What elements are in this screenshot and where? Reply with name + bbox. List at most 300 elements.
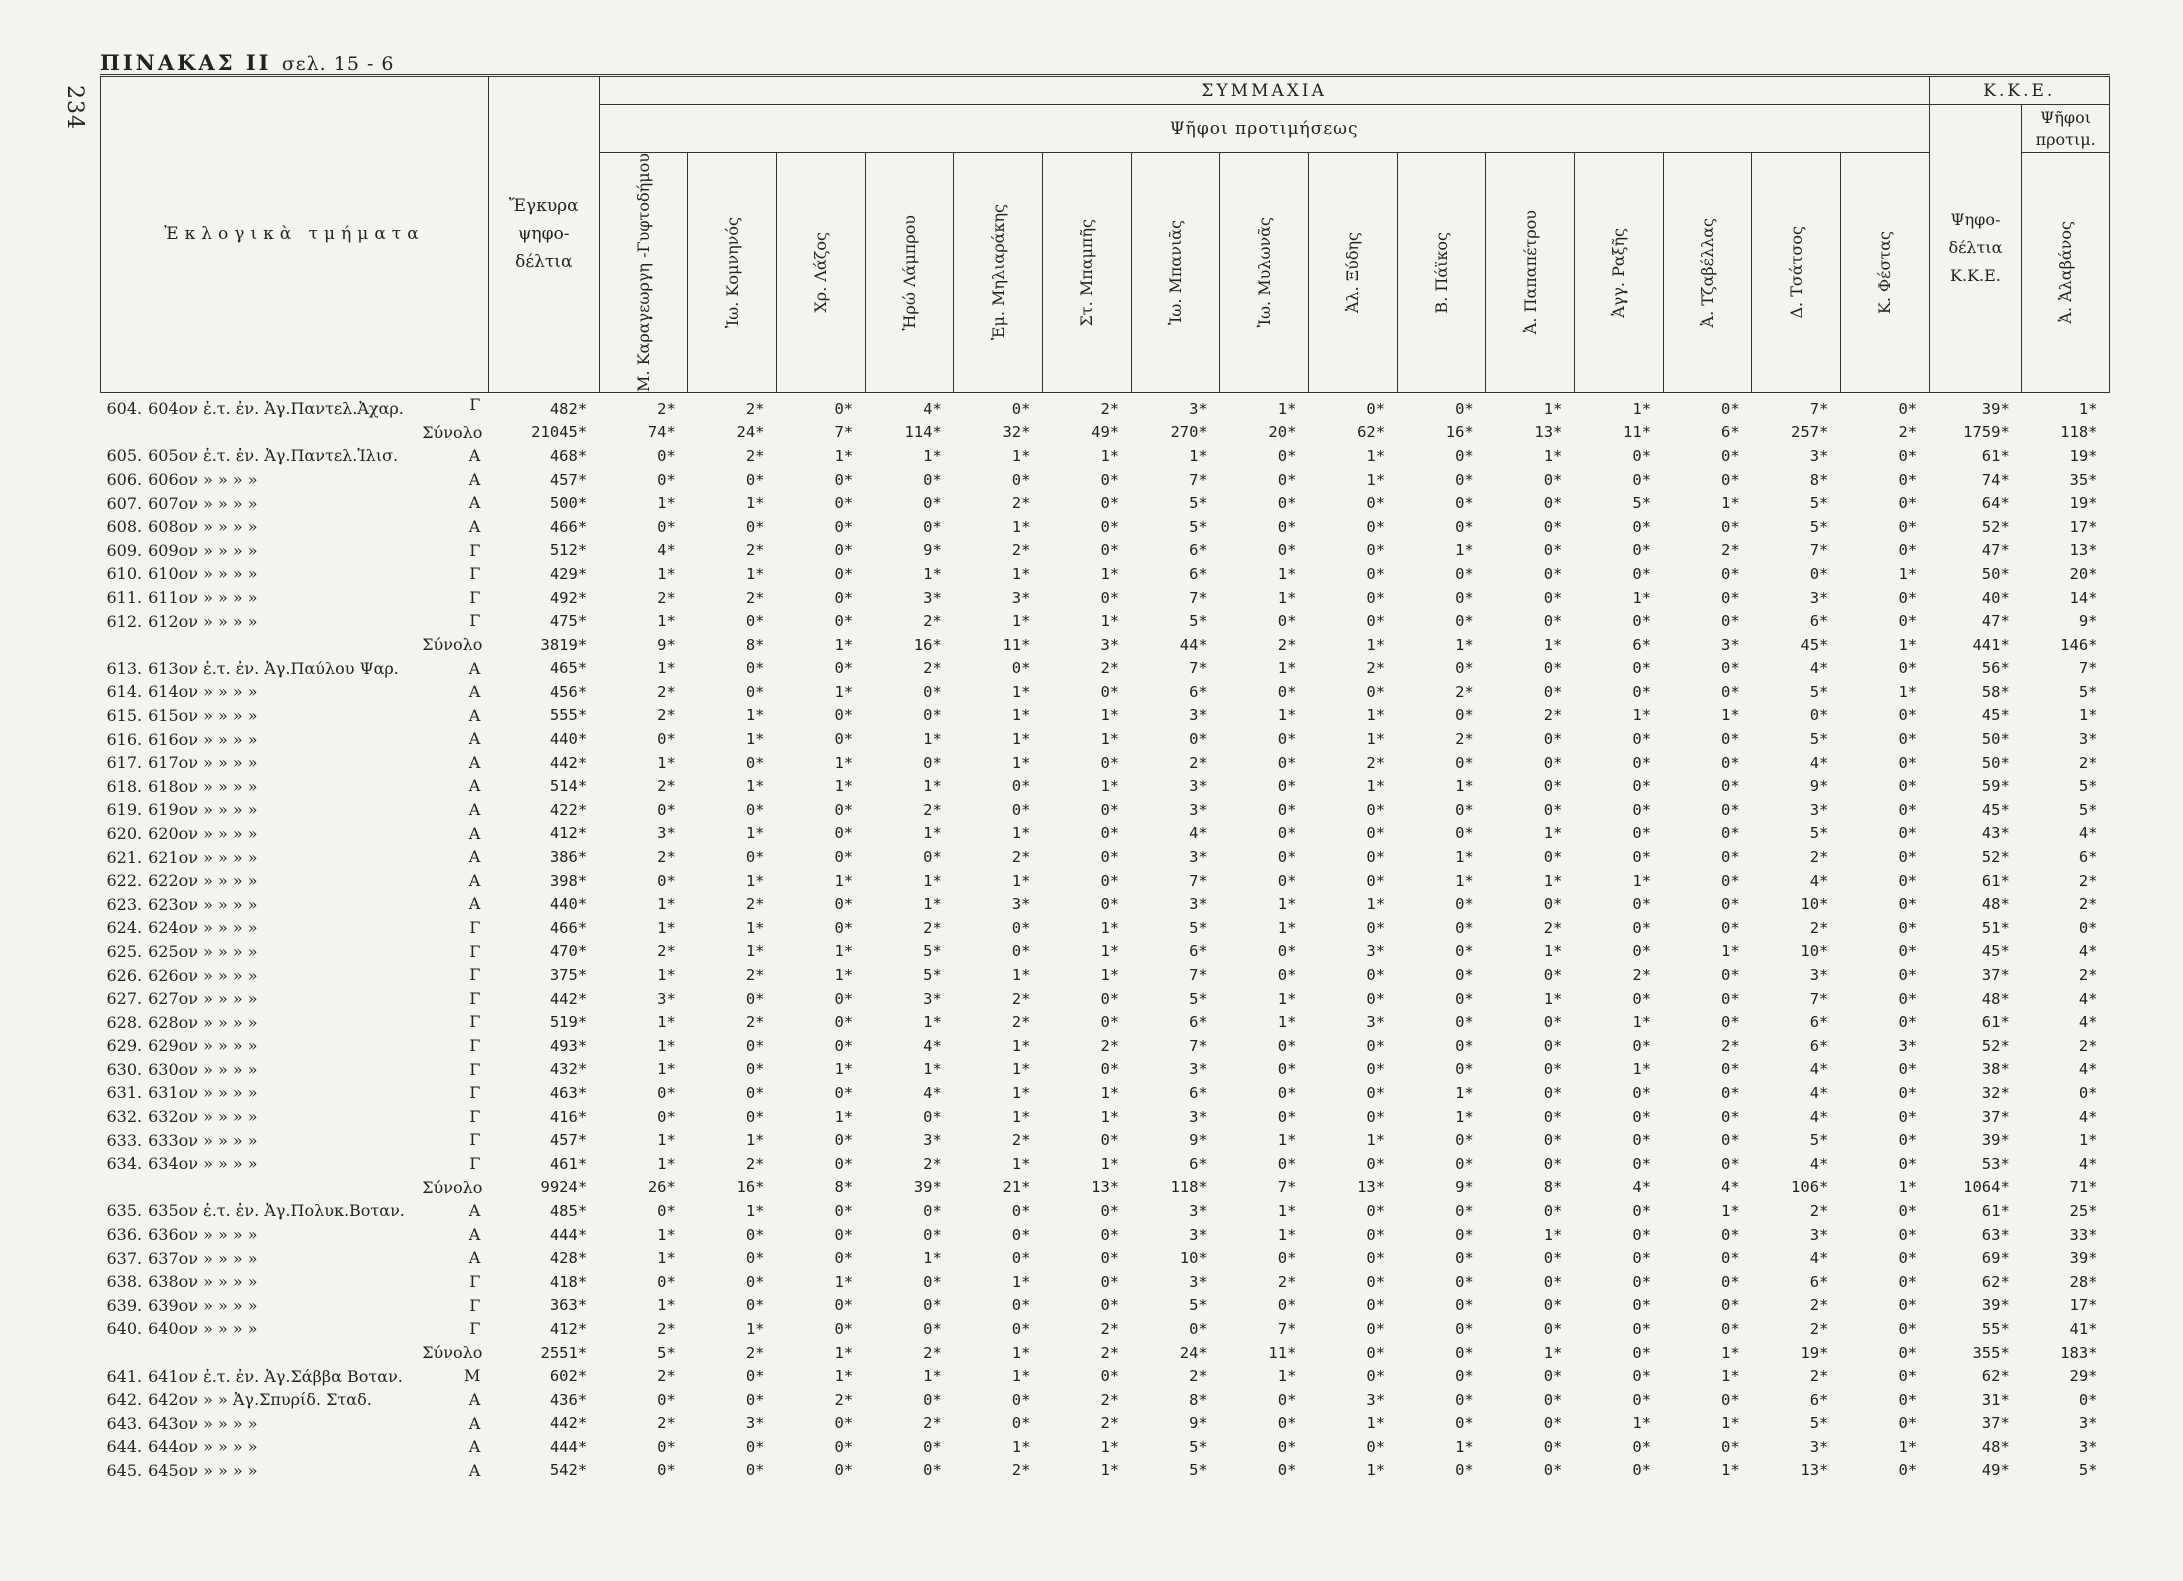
section-id: 623. — [106, 894, 143, 914]
preference-votes-cell: 0* — [657, 730, 676, 749]
preference-votes-cell: 7* — [1189, 588, 1208, 607]
preference-votes-cell: 1* — [834, 1272, 854, 1291]
valid-ballots-cell: 555* — [549, 706, 588, 725]
preference-votes-cell: 0* — [1455, 1036, 1474, 1055]
preference-votes-cell: 0* — [1898, 1201, 1918, 1220]
preference-votes-cell: 1* — [1455, 1083, 1474, 1102]
section-id: 614. — [106, 682, 143, 702]
preference-votes-cell: 0* — [834, 1461, 854, 1480]
preference-votes-cell: 0* — [1721, 753, 1740, 772]
section-name: 621ον » » » » — [148, 847, 258, 867]
kke-ballots-cell: 47* — [1981, 541, 2010, 560]
preference-votes-cell: 0* — [1455, 659, 1474, 678]
preference-votes-cell: 39* — [913, 1178, 942, 1197]
preference-votes-cell: 0* — [1898, 517, 1918, 536]
valid-label-line-3: δέλτια — [515, 252, 573, 273]
preference-votes-cell: 1* — [1100, 1437, 1120, 1456]
table-row — [101, 657, 2110, 681]
preference-votes-cell: 3* — [1189, 895, 1208, 914]
preference-votes-cell: 0* — [1898, 1414, 1918, 1433]
kke-pref-cell: 9* — [2078, 612, 2098, 631]
preference-votes-cell: 0* — [1366, 1036, 1386, 1055]
preference-votes-cell: 1* — [1277, 399, 1297, 418]
preference-votes-cell: 2* — [923, 1414, 942, 1433]
preference-votes-cell: 5* — [1189, 918, 1208, 937]
section-name: 645ον » » » » — [148, 1460, 258, 1480]
preference-votes-cell: 2* — [1100, 1319, 1120, 1338]
preference-votes-cell: 2* — [1277, 635, 1297, 654]
kke-ballots-cell: 59* — [1981, 777, 2010, 796]
valid-ballots-cell: 412* — [549, 1319, 588, 1338]
table-row — [101, 704, 2110, 728]
kke-ballots-cell: 61* — [1981, 1013, 2010, 1032]
section-id: 639. — [106, 1295, 143, 1315]
preference-votes-cell: 7* — [834, 423, 854, 442]
preference-votes-cell: 5* — [1809, 682, 1829, 701]
preference-votes-cell: 0* — [1100, 1131, 1120, 1150]
preference-votes-cell: 0* — [1011, 1249, 1031, 1268]
preference-votes-cell: 0* — [1721, 659, 1740, 678]
preference-votes-cell: 0* — [1100, 989, 1120, 1008]
preference-votes-cell: 1* — [1277, 895, 1297, 914]
table-row — [101, 586, 2110, 610]
preference-votes-cell: 0* — [1543, 753, 1563, 772]
preference-votes-cell: 1* — [1100, 918, 1120, 937]
kke-ballots-cell: 45* — [1981, 800, 2010, 819]
preference-votes-cell: 8* — [1543, 1178, 1563, 1197]
preference-votes-cell: 0* — [1632, 895, 1652, 914]
section-id: 629. — [106, 1036, 143, 1056]
preference-votes-cell: 0* — [834, 1296, 854, 1315]
preference-votes-cell: 1* — [1455, 1107, 1474, 1126]
preference-votes-cell: 0* — [834, 1201, 854, 1220]
preference-votes-cell: 20* — [1268, 423, 1297, 442]
section-id: 634. — [106, 1154, 143, 1174]
kke-ballots-cell: 43* — [1981, 824, 2010, 843]
preference-votes-cell: 0* — [923, 1201, 942, 1220]
preference-votes-cell: 1* — [923, 564, 942, 583]
preference-votes-cell: 0* — [1543, 777, 1563, 796]
valid-ballots-cell: 482* — [549, 399, 588, 418]
preference-votes-cell: 0* — [1366, 1296, 1386, 1315]
preference-votes-cell: 4* — [923, 1083, 942, 1102]
section-id: 617. — [106, 753, 143, 773]
table-title: ΠΙΝΑΚΑΣ ΙΙ — [100, 50, 272, 75]
section-cell — [101, 845, 489, 869]
kke-ballots-cell: 48* — [1981, 1437, 2010, 1456]
kke-ballots-cell: 56* — [1981, 659, 2010, 678]
section-zone: Γ — [469, 1153, 481, 1173]
preference-votes-cell: 1* — [1100, 706, 1120, 725]
preference-votes-cell: 3* — [1189, 706, 1208, 725]
preference-votes-cell: 0* — [1721, 399, 1740, 418]
preference-votes-cell: 1* — [1011, 1343, 1031, 1362]
section-name: 619ον » » » » — [148, 800, 258, 820]
section-cell — [101, 657, 489, 681]
preference-votes-cell: 0* — [1721, 1272, 1740, 1291]
table-row — [101, 798, 2110, 822]
section-zone: Γ — [469, 965, 481, 985]
preference-votes-cell: 13* — [1534, 423, 1563, 442]
section-zone: Γ — [469, 1271, 481, 1291]
section-name: 605ον ἐ.τ. ἐν. Ἀγ.Παντελ.Ἰλισ. — [148, 446, 399, 466]
header-kke: Κ.Κ.Ε. — [1929, 76, 2109, 105]
table-row — [101, 1270, 2110, 1294]
table-row — [101, 751, 2110, 775]
preference-votes-cell: 0* — [1366, 541, 1386, 560]
preference-votes-cell: 0* — [1898, 399, 1918, 418]
preference-votes-cell: 0* — [1898, 541, 1918, 560]
table-row — [101, 1034, 2110, 1058]
kke-ballots-cell: 69* — [1981, 1249, 2010, 1268]
section-id: 635. — [106, 1201, 143, 1221]
preference-votes-cell: 8* — [745, 635, 765, 654]
kke-ballots-line-3: Κ.Κ.Ε. — [1950, 266, 2001, 286]
preference-votes-cell: 0* — [1898, 824, 1918, 843]
preference-votes-cell: 1* — [745, 1131, 765, 1150]
preference-votes-cell: 0* — [1100, 1249, 1120, 1268]
preference-votes-cell: 0* — [1366, 966, 1386, 985]
preference-votes-cell: 1* — [1543, 1225, 1563, 1244]
preference-votes-cell: 0* — [1543, 494, 1563, 513]
kke-ballots-cell: 53* — [1981, 1154, 2010, 1173]
preference-votes-cell: 1* — [657, 966, 676, 985]
valid-ballots-cell: 363* — [549, 1296, 588, 1315]
preference-votes-cell: 0* — [1898, 966, 1918, 985]
preference-votes-cell: 3* — [923, 1131, 942, 1150]
kke-ballots-cell: 58* — [1981, 682, 2010, 701]
preference-votes-cell: 0* — [1632, 1083, 1652, 1102]
preference-votes-cell: 1* — [923, 871, 942, 890]
preference-votes-cell: 1* — [923, 1060, 942, 1079]
preference-votes-cell: 1* — [1100, 1461, 1120, 1480]
total-row — [101, 1176, 2110, 1200]
table-row — [101, 1459, 2110, 1483]
kke-ballots-cell: 61* — [1981, 446, 2010, 465]
preference-votes-cell: 2* — [657, 1414, 676, 1433]
preference-votes-cell: 0* — [1011, 1414, 1031, 1433]
header-candidate — [1486, 153, 1575, 393]
preference-votes-cell: 0* — [1455, 399, 1474, 418]
preference-votes-cell: 0* — [1898, 848, 1918, 867]
kke-ballots-cell: 48* — [1981, 895, 2010, 914]
candidate-name: Ἰω. Μπανιᾶς — [1165, 219, 1185, 325]
section-cell — [101, 1412, 489, 1436]
valid-ballots-cell: 444* — [549, 1225, 588, 1244]
preference-votes-cell: 1* — [834, 635, 854, 654]
table-row — [101, 1364, 2110, 1388]
preference-votes-cell: 0* — [1277, 494, 1297, 513]
section-zone: Α — [468, 682, 481, 702]
preference-votes-cell: 0* — [1455, 470, 1474, 489]
preference-votes-cell: 1* — [657, 1249, 676, 1268]
valid-label-line-2: ψηφο- — [518, 224, 570, 245]
section-cell — [101, 916, 489, 940]
section-zone: Γ — [469, 1059, 481, 1079]
preference-votes-cell: 0* — [1632, 848, 1652, 867]
section-cell — [101, 1388, 489, 1412]
preference-votes-cell: 2* — [1011, 541, 1031, 560]
section-cell — [101, 680, 489, 704]
preference-votes-cell: 1* — [1721, 1343, 1740, 1362]
kke-pref-cell: 4* — [2078, 824, 2098, 843]
section-id: 644. — [106, 1437, 143, 1457]
preference-votes-cell: 3* — [923, 588, 942, 607]
preference-votes-cell: 2* — [1455, 682, 1474, 701]
preference-votes-cell: 0* — [1721, 517, 1740, 536]
preference-votes-cell: 1* — [1366, 1461, 1386, 1480]
preference-votes-cell: 19* — [1800, 1343, 1829, 1362]
kke-candidate-name: Ἀ. Ἀλαβάνος — [2056, 221, 2076, 324]
table-row — [101, 680, 2110, 704]
section-zone: Γ — [469, 1319, 481, 1339]
total-row — [101, 421, 2110, 445]
preference-votes-cell: 0* — [1277, 1083, 1297, 1102]
section-zone: Α — [468, 1224, 481, 1244]
preference-votes-cell: 0* — [745, 989, 765, 1008]
preference-votes-cell: 1* — [1366, 730, 1386, 749]
preference-votes-cell: 0* — [1543, 1296, 1563, 1315]
section-id: 638. — [106, 1272, 143, 1292]
section-zone: Α — [468, 1201, 481, 1221]
valid-ballots-cell: 375* — [549, 966, 588, 985]
preference-votes-cell: 4* — [1809, 659, 1829, 678]
preference-votes-cell: 0* — [1721, 848, 1740, 867]
preference-votes-cell: 26* — [647, 1178, 676, 1197]
section-cell — [101, 421, 489, 445]
preference-votes-cell: 0* — [1632, 517, 1652, 536]
section-cell — [101, 774, 489, 798]
section-cell — [101, 1294, 489, 1318]
valid-ballots-cell: 485* — [549, 1201, 588, 1220]
section-id: 615. — [106, 705, 143, 725]
total-label: Σύνολο — [422, 635, 483, 655]
preference-votes-cell: 1* — [1100, 1154, 1120, 1173]
preference-votes-cell: 0* — [1543, 1036, 1563, 1055]
preference-votes-cell: 0* — [745, 1272, 765, 1291]
preference-votes-cell: 1* — [657, 1154, 676, 1173]
preference-votes-cell: 0* — [1721, 1131, 1740, 1150]
preference-votes-cell: 1* — [923, 1013, 942, 1032]
preference-votes-cell: 0* — [1898, 612, 1918, 631]
section-zone: Α — [468, 1248, 481, 1268]
preference-votes-cell: 6* — [1809, 1013, 1829, 1032]
preference-votes-cell: 0* — [1721, 824, 1740, 843]
preference-votes-cell: 0* — [834, 1249, 854, 1268]
valid-ballots-cell: 466* — [549, 918, 588, 937]
preference-votes-cell: 1* — [1011, 564, 1031, 583]
preference-votes-cell: 0* — [1100, 800, 1120, 819]
kke-pref-cell: 4* — [2078, 1013, 2098, 1032]
preference-votes-cell: 0* — [1455, 1154, 1474, 1173]
table-pages: σελ. 15 - 6 — [281, 53, 395, 75]
preference-votes-cell: 0* — [657, 446, 676, 465]
header-candidate — [1220, 153, 1309, 393]
preference-votes-cell: 1* — [745, 564, 765, 583]
preference-votes-cell: 5* — [923, 942, 942, 961]
section-cell — [101, 869, 489, 893]
preference-votes-cell: 0* — [1543, 564, 1563, 583]
preference-votes-cell: 1* — [1011, 682, 1031, 701]
preference-votes-cell: 2* — [745, 895, 765, 914]
section-name: 618ον » » » » — [148, 776, 258, 796]
table-row — [101, 1081, 2110, 1105]
section-id: 621. — [106, 847, 143, 867]
preference-votes-cell: 1* — [1366, 1414, 1386, 1433]
preference-votes-cell: 0* — [1011, 1201, 1031, 1220]
table-row — [101, 1128, 2110, 1152]
section-cell — [101, 1081, 489, 1105]
preference-votes-cell: 2* — [1189, 1367, 1208, 1386]
preference-votes-cell: 0* — [1366, 682, 1386, 701]
preference-votes-cell: 7* — [1189, 966, 1208, 985]
table-row — [101, 1412, 2110, 1436]
preference-votes-cell: 0* — [1366, 588, 1386, 607]
table-row — [101, 1294, 2110, 1318]
kke-pref-cell: 2* — [2078, 895, 2098, 914]
preference-votes-cell: 0* — [1543, 1083, 1563, 1102]
table-row — [101, 562, 2110, 586]
section-id: 611. — [106, 588, 143, 608]
preference-votes-cell: 0* — [1543, 1249, 1563, 1268]
kke-pref-cell: 29* — [2069, 1367, 2098, 1386]
section-zone: Α — [468, 776, 481, 796]
preference-votes-cell: 45* — [1800, 635, 1829, 654]
preference-votes-cell: 0* — [1455, 824, 1474, 843]
preference-votes-cell: 0* — [1100, 824, 1120, 843]
preference-votes-cell: 1* — [1366, 1131, 1386, 1150]
kke-pref-cell: 28* — [2069, 1272, 2098, 1291]
section-zone: Γ — [469, 1036, 481, 1055]
preference-votes-cell: 16* — [913, 635, 942, 654]
preference-votes-cell: 0* — [1277, 800, 1297, 819]
section-cell — [101, 491, 489, 515]
section-cell — [101, 539, 489, 563]
preference-votes-cell: 8* — [1809, 470, 1829, 489]
preference-votes-cell: 7* — [1277, 1319, 1297, 1338]
preference-votes-cell: 1* — [745, 494, 765, 513]
preference-votes-cell: 3* — [1189, 1060, 1208, 1079]
preference-votes-cell: 1* — [745, 918, 765, 937]
section-cell — [101, 609, 489, 633]
preference-votes-cell: 0* — [1455, 1225, 1474, 1244]
kke-ballots-cell: 37* — [1981, 966, 2010, 985]
preference-votes-cell: 0* — [745, 470, 765, 489]
valid-ballots-cell: 470* — [549, 942, 588, 961]
preference-votes-cell: 0* — [657, 800, 676, 819]
section-cell — [101, 940, 489, 964]
preference-votes-cell: 0* — [1721, 1296, 1740, 1315]
preference-votes-cell: 0* — [1277, 1390, 1297, 1409]
preference-votes-cell: 13* — [1357, 1178, 1386, 1197]
section-id: 641. — [106, 1366, 143, 1386]
preference-votes-cell: 5* — [1809, 824, 1829, 843]
kke-pref-cell: 5* — [2078, 1461, 2098, 1480]
preference-votes-cell: 0* — [1898, 730, 1918, 749]
kke-pref-cell: 5* — [2078, 800, 2098, 819]
preference-votes-cell: 1* — [923, 824, 942, 843]
section-name: 631ον » » » » — [148, 1083, 258, 1103]
preference-votes-cell: 5* — [1809, 494, 1829, 513]
table-row — [101, 1105, 2110, 1129]
table-row — [101, 727, 2110, 751]
section-cell — [101, 1128, 489, 1152]
preference-votes-cell: 118* — [1170, 1178, 1208, 1197]
preference-votes-cell: 1* — [657, 918, 676, 937]
preference-votes-cell: 2* — [657, 588, 676, 607]
preference-votes-cell: 1* — [1632, 871, 1652, 890]
header-candidate — [599, 153, 688, 393]
preference-votes-cell: 7* — [1189, 871, 1208, 890]
preference-votes-cell: 1* — [745, 1201, 765, 1220]
kke-pref-cell: 25* — [2069, 1201, 2098, 1220]
preference-votes-cell: 0* — [1277, 1414, 1297, 1433]
preference-votes-cell: 5* — [923, 966, 942, 985]
section-id: 604. — [106, 399, 143, 419]
preference-votes-cell: 3* — [1809, 800, 1829, 819]
section-name: 629ον » » » » — [148, 1036, 258, 1056]
valid-ballots-cell: 429* — [549, 564, 588, 583]
preference-votes-cell: 1* — [1366, 446, 1386, 465]
preference-votes-cell: 0* — [1543, 730, 1563, 749]
preference-votes-cell: 0* — [1366, 494, 1386, 513]
valid-label-line-1: Ἔγκυρα — [508, 196, 579, 217]
preference-votes-cell: 0* — [1455, 895, 1474, 914]
preference-votes-cell: 2* — [657, 682, 676, 701]
kke-pref-cell: 4* — [2078, 1154, 2098, 1173]
section-id: 613. — [106, 658, 143, 678]
candidate-name: Ἀλ. Ξύδης — [1343, 231, 1363, 313]
candidate-name: Ἀγγ. Ραξῆς — [1609, 227, 1629, 318]
preference-votes-cell: 49* — [1091, 423, 1120, 442]
preference-votes-cell: 6* — [1721, 423, 1740, 442]
preference-votes-cell: 0* — [1277, 1036, 1297, 1055]
preference-votes-cell: 74* — [647, 423, 676, 442]
preference-votes-cell: 0* — [1632, 1319, 1652, 1338]
section-id: 624. — [106, 918, 143, 938]
total-label: Σύνολο — [422, 1177, 483, 1197]
kke-ballots-cell: 49* — [1981, 1461, 2010, 1480]
kke-ballots-cell: 52* — [1981, 1036, 2010, 1055]
total-label: Σύνολο — [422, 422, 483, 442]
preference-votes-cell: 1* — [1898, 1437, 1918, 1456]
preference-votes-cell: 7* — [1277, 1178, 1297, 1197]
kke-ballots-cell: 64* — [1981, 494, 2010, 513]
preference-votes-cell: 0* — [1898, 1367, 1918, 1386]
valid-ballots-cell: 542* — [549, 1461, 588, 1480]
preference-votes-cell: 0* — [1455, 1013, 1474, 1032]
kke-ballots-cell: 74* — [1981, 470, 2010, 489]
preference-votes-cell: 1* — [1277, 706, 1297, 725]
preference-votes-cell: 2* — [834, 1390, 854, 1409]
preference-votes-cell: 0* — [1455, 1060, 1474, 1079]
preference-votes-cell: 1* — [1721, 1201, 1740, 1220]
candidate-name: Ἰω. Κομνηνός — [722, 216, 742, 329]
preference-votes-cell: 0* — [834, 1437, 854, 1456]
preference-votes-cell: 0* — [1455, 494, 1474, 513]
section-cell — [101, 1246, 489, 1270]
preference-votes-cell: 1* — [657, 659, 676, 678]
preference-votes-cell: 0* — [1189, 1319, 1208, 1338]
table-row — [101, 822, 2110, 846]
preference-votes-cell: 0* — [834, 612, 854, 631]
preference-votes-cell: 4* — [1809, 753, 1829, 772]
kke-ballots-cell: 52* — [1981, 517, 2010, 536]
preference-votes-cell: 8* — [834, 1178, 854, 1197]
kke-pref-cell: 3* — [2078, 730, 2098, 749]
preference-votes-cell: 0* — [657, 1201, 676, 1220]
kke-pref-cell: 4* — [2078, 1060, 2098, 1079]
